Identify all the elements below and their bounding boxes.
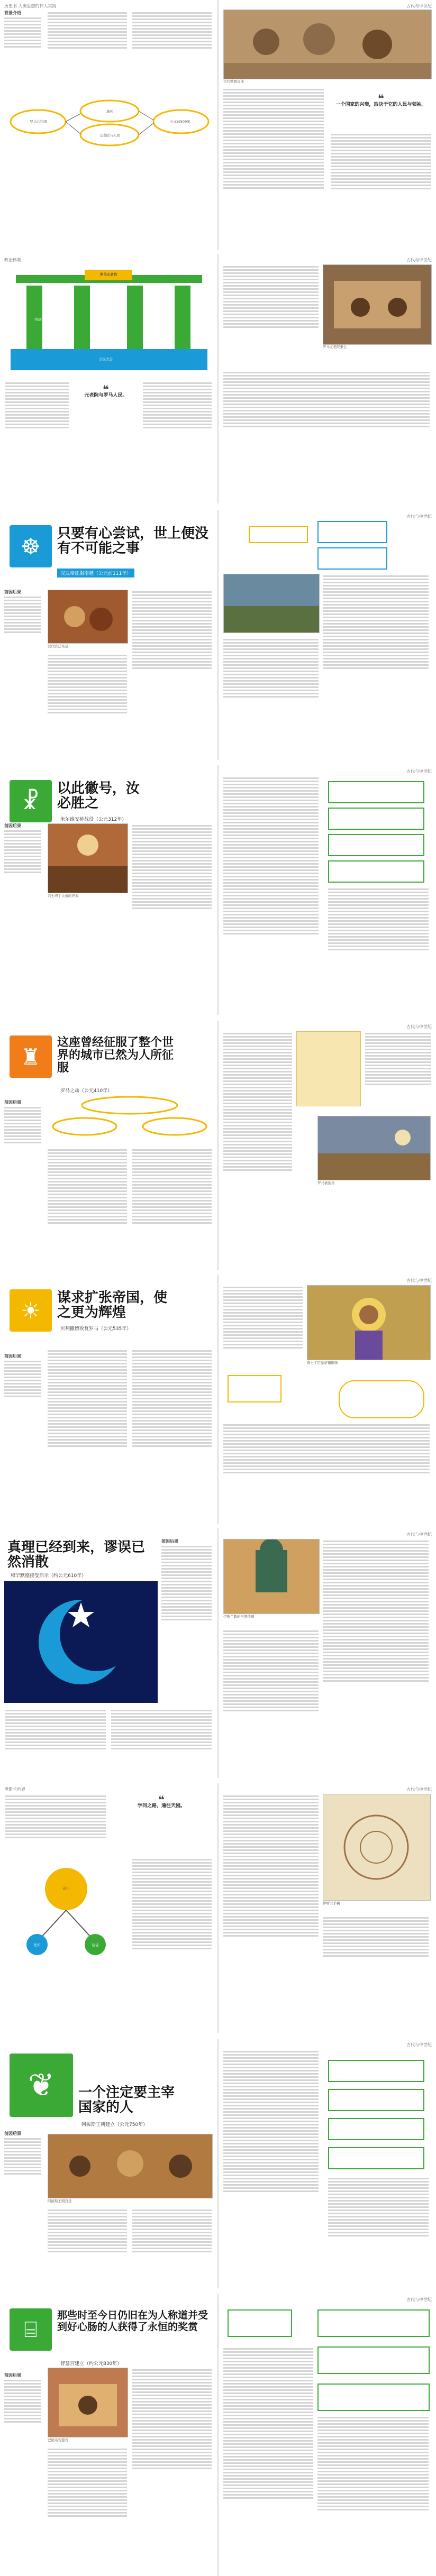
text-column [223,370,430,429]
diagram-label: 城邦 [106,109,113,114]
pull-quote [74,383,138,399]
text-column [132,590,212,671]
pull-quote [333,92,429,108]
quote-icon: ❝ [378,92,384,105]
sidebar [161,1539,212,1622]
text-column [323,1915,429,1958]
chapter-title: 那些时至今日仍旧在为人称道并受到好心肠的人获得了永恒的奖赏 [57,2309,208,2333]
text-column [48,1349,127,1449]
photo-caption: 巴格达智慧宫 [48,2438,68,2442]
photo-caption: 罗马元老院集会 [323,345,347,349]
text-column [48,11,127,50]
running-header-left: 政治体制 [4,258,21,262]
court-painting [48,2134,213,2198]
sun-icon: ☀ [10,1289,52,1332]
text-column [48,653,127,715]
running-header-right: 古代与中世纪 [406,4,432,8]
photo-caption: 伊斯兰教的早期传播 [223,1615,255,1619]
diagram-label: 元老院 [101,317,111,322]
sidebar-title: 前因后果 [161,1539,178,1544]
sidebar-title: 前因后果 [4,2373,21,2378]
text-column [328,887,429,952]
sidebar-title: 前因后果 [4,590,21,594]
text-column [328,2176,429,2238]
quote-text: 元老院与罗马人民。 [84,393,128,398]
text-column [223,1285,303,1350]
fresco-photo [223,10,432,79]
chapter-subtitle: 阿拔斯王朝建立（公元750年） [81,2122,148,2128]
text-column [132,2368,212,2471]
text-column [323,574,429,671]
text-column [132,1857,212,1951]
sidebar-title: 前因后果 [4,1100,21,1105]
spread-3 [0,510,436,760]
diagram-label: 公民大会 [99,357,113,361]
quote-icon: ❝ [103,383,109,396]
diagram-label: 元老院与人民 [99,133,120,137]
text-column [5,381,69,430]
text-column [223,637,319,699]
flow-box [328,781,424,803]
chapter-subtitle: 汉武帝征服南越（公元前111年） [57,569,134,577]
text-column [223,1423,430,1475]
running-header-right: 古代与中世纪 [406,1278,432,1283]
flow-box [339,1380,424,1418]
running-header-right: 古代与中世纪 [406,2297,432,2302]
text-column [132,823,212,911]
chapter-subtitle: 罗马之劫（公元410年） [60,1088,113,1094]
brain-icon: ☸ [10,525,52,567]
islamic-painting [223,1539,320,1614]
text-column [48,1148,127,1225]
chapter-title: 这座曾经征服了整个世界的城市已然为人所征服 [57,1036,174,1075]
running-header-right: 古代与中世纪 [406,1024,432,1029]
flow-box [317,2346,430,2374]
cross-icon: ☧ [10,780,52,822]
tree-icon: ❦ [10,2054,73,2117]
flow-box [249,526,308,543]
sidebar [4,2373,41,2424]
diagram-label: 信徒 [92,1943,99,1947]
manuscript-photo [323,1794,431,1901]
flow-box [328,860,424,883]
flow-box [328,2060,424,2082]
house-of-wisdom-painting [48,2368,128,2437]
flow-box [328,834,424,856]
pull-quote [111,1793,212,1809]
text-column [5,1708,106,1751]
running-header-right: 古代与中世纪 [406,2042,432,2047]
landscape-photo [223,574,320,633]
text-column [223,776,319,936]
chapter-title: 一个注定要主宰国家的人 [78,2085,175,2115]
sidebar [4,11,41,49]
flow-box [317,2309,430,2337]
text-column [223,1031,292,1172]
diagram-label: 先知 [33,1943,41,1947]
gutter [217,2039,219,2288]
battle-painting [48,823,128,893]
chapter-title: 真理已经到来，谬误已然消散 [7,1539,146,1570]
chapter-subtitle: 智慧宫建立（约公元830年） [60,2361,122,2367]
diagram-title: 罗马元老院 [99,272,117,277]
running-header-left: 历史书 人类思想的伟大实践 [4,4,57,8]
sidebar [4,1354,41,1399]
flow-box [328,808,424,830]
sidebar [4,590,41,635]
running-header-right: 古代与中世纪 [406,1787,432,1792]
text-column [223,2346,313,2500]
spread-8 [0,1783,436,2033]
text-column [365,1031,431,1087]
text-column [331,132,431,191]
diagram-label: 执政官 [34,317,45,322]
diagram-label: 公元前509年 [170,120,190,124]
ruined-tower-icon: ♜ [10,1035,52,1078]
flow-box [228,1375,281,1402]
quote-text: 一个国家的兴衰，取决于它的人民与领袖。 [335,102,426,107]
court-painting [48,590,128,644]
spread-9 [0,2039,436,2288]
photo-caption: 查士丁尼皇帝镶嵌画 [307,1361,338,1365]
text-column [48,2447,127,2518]
diagram-label: 真主 [62,1886,70,1891]
sidebar-box [296,1031,361,1106]
flow-box [317,547,387,570]
text-column [223,2049,319,2194]
quote-text: 学问之路，通往天园。 [137,1803,185,1809]
diagram-label: 罗马共和国 [30,120,47,124]
text-column [323,1539,429,1683]
text-column [5,1794,106,1840]
text-column [132,11,212,50]
running-header-right: 古代与中世纪 [406,769,432,774]
sidebar [4,823,41,875]
chapter-title: 以此徽号，汝必胜之 [57,781,140,811]
text-column [132,1148,212,1225]
pillars-icon: ⌸ [10,2308,52,2351]
spread-10 [0,2294,436,2576]
text-column [48,2208,127,2254]
gutter [217,510,219,760]
running-header-left: 伊斯兰世界 [4,1787,25,1792]
sidebar-title: 前因后果 [4,1354,21,1359]
text-column [132,2208,212,2254]
text-column [223,87,324,190]
gutter [217,2294,219,2576]
flow-box [228,2309,292,2337]
text-column [223,1794,319,1938]
gutter [217,1528,219,1778]
mosaic-photo [307,1285,431,1360]
running-header-right: 古代与中世纪 [406,1532,432,1537]
sidebar-title: 背景介绍 [4,11,21,15]
text-column [132,1349,212,1449]
photo-caption: 汉代宫廷场景 [48,644,68,648]
text-column [111,1708,212,1751]
flow-box [328,2118,424,2140]
sidebar-title: 前因后果 [4,2131,21,2136]
gutter [217,1275,219,1524]
spread-2 [0,254,436,503]
photo-caption: 伊斯兰手稿 [323,1901,340,1905]
spread-7 [0,1528,436,1778]
spread-4 [0,765,436,1015]
running-header-right: 古代与中世纪 [406,514,432,519]
gutter [217,0,219,250]
chapter-subtitle: 米尔维安桥战役（公元312年） [60,817,127,822]
running-header-right: 古代与中世纪 [406,258,432,262]
photo-caption: 罗马被洗劫 [317,1181,335,1185]
gutter [217,254,219,503]
flow-box [328,2089,424,2111]
spread-1 [0,0,436,250]
text-column [143,381,212,430]
chapter-subtitle: 贝利撒留收复罗马（公元535年） [60,1326,132,1332]
sack-painting [317,1116,431,1180]
flow-box [328,2147,424,2169]
spread-6 [0,1275,436,1524]
text-column [223,1629,319,1713]
flow-box [317,2384,430,2411]
sidebar [4,2131,41,2176]
quote-icon: ❝ [158,1793,165,1806]
chapter-subtitle: 穆罕默德接受启示（约公元610年） [11,1573,87,1579]
senate-painting [323,264,432,345]
text-column [317,2415,429,2512]
text-column [223,264,319,329]
sidebar [4,1100,41,1145]
chapter-title: 只要有心尝试，世上便没有不可能之事 [57,526,209,556]
flow-diagram [48,1095,212,1137]
flow-box [317,521,387,543]
gutter [217,1021,219,1270]
photo-caption: 阿拔斯王朝宫廷 [48,2199,72,2203]
photo-caption: 古代壁画局部 [223,79,244,84]
gutter [217,1783,219,2033]
crescent-star-icon [4,1581,158,1703]
chapter-title: 谋求扩张帝国，使之更为辉煌 [57,1290,168,1321]
photo-caption: 君士坦丁大帝的异象 [48,894,79,898]
sidebar-title: 前因后果 [4,823,21,828]
gutter [217,765,219,1015]
spread-5 [0,1021,436,1270]
